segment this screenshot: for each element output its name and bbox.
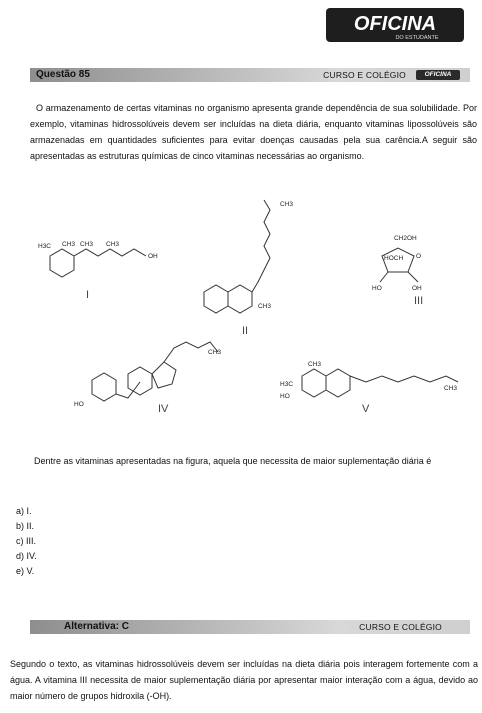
mini-logo: OFICINA bbox=[416, 70, 460, 80]
answer-title: Alternativa: C bbox=[64, 621, 130, 632]
v-ch3-tail-label: CH3 bbox=[444, 385, 458, 392]
iii-ch2oh-label: CH2OH bbox=[394, 235, 417, 242]
iii-oh-label: OH bbox=[412, 285, 422, 292]
vitamin-label-i: I bbox=[86, 289, 90, 301]
vitamin-label-ii: II bbox=[242, 325, 249, 337]
iv-ch3-label: CH3 bbox=[208, 349, 222, 356]
iii-o-label: O bbox=[416, 253, 422, 260]
v-ch3-label: CH3 bbox=[308, 361, 322, 368]
vitamin-structures-figure bbox=[28, 186, 468, 426]
option-b: b) II. bbox=[16, 521, 35, 531]
option-e: e) V. bbox=[16, 566, 35, 576]
vitamin-i-structure bbox=[50, 249, 146, 277]
answer-category: CURSO E COLÉGIO bbox=[359, 622, 442, 632]
oficina-logo bbox=[320, 2, 470, 48]
answer-header-bar bbox=[30, 620, 470, 634]
oficina-logo-graphic bbox=[320, 2, 470, 48]
option-a: a) I. bbox=[16, 506, 32, 516]
i-oh-label: OH bbox=[148, 253, 158, 260]
v-ho-label: HO bbox=[280, 393, 290, 400]
vitamin-label-iii: III bbox=[414, 295, 424, 307]
v-h3c-label: H3C bbox=[280, 381, 294, 388]
i-ch3-label: CH3 bbox=[62, 241, 76, 248]
option-c: c) III. bbox=[16, 536, 36, 546]
answer-options bbox=[16, 504, 37, 579]
question-category: CURSO E COLÉGIO bbox=[323, 70, 406, 80]
vitamin-label-v: V bbox=[362, 403, 370, 415]
explanation-paragraph: Segundo o texto, as vitaminas hidrossolúveis devem ser incluídas na dieta diária pois interagem fortemente com a água. A vitamina III necessita de maior suplementação diária por apresentar maior interação com a água, devido ao maior número de grupos hidroxila (-OH). bbox=[10, 659, 478, 701]
logo-subtext: DO ESTUDANTE bbox=[395, 35, 439, 41]
question-text: Dentre as vitaminas apresentadas na figura, aquela que necessita de maior suplementação diária é bbox=[34, 456, 432, 466]
iii-hoch-label: HOCH bbox=[384, 255, 404, 262]
option-d: d) IV. bbox=[16, 551, 37, 561]
logo-text: OFICINA bbox=[353, 13, 437, 35]
i-ch3-label-2: CH3 bbox=[80, 241, 94, 248]
intro-paragraph: O armazenamento de certas vitaminas no organismo apresenta grande dependência de sua solubilidade. Por exemplo, vitaminas hidrossolúveis devem ser incluídas na dieta diária, enquanto vitaminas lipossolúveis são armazenadas em quantidades suficientes para evitar doenças causadas pela sua carência.A seguir são apresentadas as estruturas químicas de cinco vitaminas necessárias ao organismo. bbox=[30, 103, 477, 161]
i-h3c-label: H3C bbox=[38, 243, 52, 250]
ii-ch3-ring-label: CH3 bbox=[258, 303, 272, 310]
vitamin-ii-structure bbox=[204, 200, 270, 313]
iii-ho-label: HO bbox=[372, 285, 382, 292]
question-header-bar bbox=[30, 68, 470, 82]
vitamin-label-iv: IV bbox=[158, 403, 169, 415]
iv-ho-label: HO bbox=[74, 401, 84, 408]
vitamin-v-structure bbox=[302, 369, 458, 397]
i-ch3-label-3: CH3 bbox=[106, 241, 120, 248]
ii-ch3-top-label: CH3 bbox=[280, 201, 294, 208]
question-title: Questão 85 bbox=[36, 69, 90, 80]
vitamin-iii-structure bbox=[380, 248, 418, 282]
vitamin-iv-structure bbox=[92, 342, 218, 401]
